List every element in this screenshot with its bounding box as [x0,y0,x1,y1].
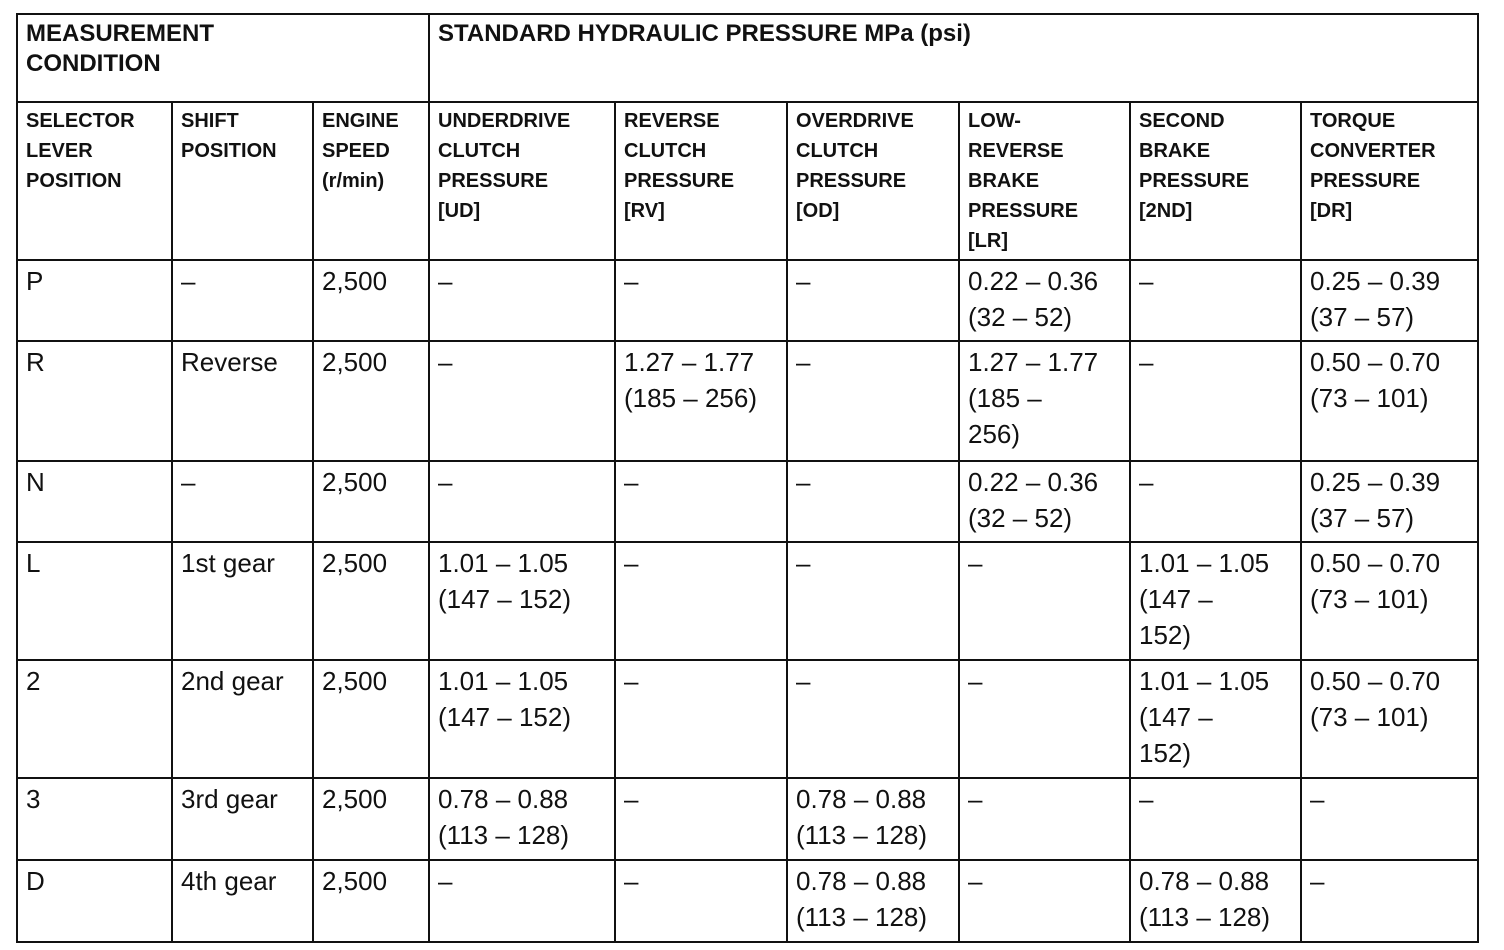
cell-reverse-clutch-pressure [615,860,787,942]
text-line: 2nd gear [181,666,284,696]
text-line: [2ND] [1139,200,1193,222]
text-line: Reverse [181,347,278,377]
text-line: L [26,548,41,578]
cell-torque-converter-pressure [1301,778,1478,860]
cell-shift-position [172,542,313,660]
cell-second-brake-pressure [1130,341,1301,461]
cell-second-brake-pressure [1130,260,1301,341]
text-line: PRESSURE [624,170,735,192]
text-line: BRAKE [968,170,1040,192]
text-line: (r/min) [322,170,385,192]
text-line: – [624,548,639,578]
text-line: 3 [26,784,41,814]
cell-engine-speed [313,341,429,461]
text-line: (113 – 128) [796,820,928,850]
text-line: SECOND [1139,110,1225,132]
text-line: POSITION [26,170,122,192]
text-line: (185 – [968,383,1042,413]
cell-second-brake-pressure [1130,461,1301,542]
text-line: OVERDRIVE [796,110,914,132]
text-line: – [1310,784,1325,814]
text-line: [OD] [796,200,840,222]
text-line: 0.78 – 0.88 [1139,866,1270,896]
text-line: (147 – [1139,702,1213,732]
text-line: 2,500 [322,666,388,696]
cell-shift-position [172,260,313,341]
standard-pressure-header [429,14,1478,102]
cell-reverse-clutch-pressure [615,660,787,778]
cell-shift-position [172,341,313,461]
cell-shift-position [172,660,313,778]
text-line: CLUTCH [796,140,879,162]
cell-torque-converter-pressure [1301,260,1478,341]
text-line: – [624,666,639,696]
column-header-overdrive-clutch-pressure [787,102,959,260]
cell-engine-speed [313,260,429,341]
cell-selector-lever-position [17,860,172,942]
table-row [17,260,1478,341]
hydraulic-pressure-table [16,13,1479,943]
text-line: [DR] [1310,200,1353,222]
text-line: ENGINE [322,110,399,132]
text-line: – [438,866,453,896]
text-line: 2,500 [322,784,388,814]
text-line: 0.25 – 0.39 [1310,266,1441,296]
text-line: 3rd gear [181,784,278,814]
text-line: – [624,266,639,296]
text-line: – [796,467,811,497]
text-line: 152) [1139,620,1192,650]
cell-low-reverse-brake-pressure [959,860,1130,942]
text-line: (185 – 256) [624,383,757,413]
text-line: (73 – 101) [1310,383,1429,413]
text-line: 2,500 [322,866,388,896]
cell-selector-lever-position [17,461,172,542]
text-line: – [438,467,453,497]
column-header-shift-position [172,102,313,260]
text-line: (73 – 101) [1310,584,1429,614]
text-line: 2,500 [322,266,388,296]
text-line: MEASUREMENT [26,20,215,47]
text-line: – [968,548,983,578]
column-header-torque-converter-pressure [1301,102,1478,260]
text-line: LEVER [26,140,93,162]
text-line: N [26,467,45,497]
text-line: (37 – 57) [1310,302,1415,332]
table-row [17,542,1478,660]
text-line: REVERSE [968,140,1064,162]
column-header-engine-speed [313,102,429,260]
cell-underdrive-clutch-pressure [429,461,615,542]
table-row [17,461,1478,542]
text-line: REVERSE [624,110,720,132]
cell-shift-position [172,461,313,542]
text-line: 2 [26,666,41,696]
cell-overdrive-clutch-pressure [787,542,959,660]
cell-selector-lever-position [17,660,172,778]
cell-overdrive-clutch-pressure [787,260,959,341]
table-row [17,860,1478,942]
text-line: – [1139,467,1154,497]
cell-overdrive-clutch-pressure [787,341,959,461]
text-line: – [624,866,639,896]
text-line: LOW- [968,110,1021,132]
text-line: PRESSURE [796,170,907,192]
column-header-low-reverse-brake-pressure [959,102,1130,260]
text-line: SELECTOR [26,110,135,132]
cell-low-reverse-brake-pressure [959,260,1130,341]
cell-reverse-clutch-pressure [615,461,787,542]
cell-low-reverse-brake-pressure [959,778,1130,860]
cell-engine-speed [313,542,429,660]
text-line: (147 – 152) [438,702,571,732]
text-line: (113 – 128) [1139,902,1271,932]
cell-engine-speed [313,660,429,778]
cell-torque-converter-pressure [1301,461,1478,542]
measurement-condition-header [17,14,429,102]
cell-low-reverse-brake-pressure [959,542,1130,660]
column-header-underdrive-clutch-pressure [429,102,615,260]
cell-engine-speed [313,778,429,860]
text-line: CLUTCH [438,140,521,162]
table-row [17,341,1478,461]
text-line: (147 – [1139,584,1213,614]
text-line: 2,500 [322,347,388,377]
cell-overdrive-clutch-pressure [787,778,959,860]
cell-underdrive-clutch-pressure [429,660,615,778]
text-line: 0.50 – 0.70 [1310,347,1441,377]
text-line: 0.50 – 0.70 [1310,548,1441,578]
cell-second-brake-pressure [1130,778,1301,860]
text-line: 4th gear [181,866,277,896]
cell-shift-position [172,778,313,860]
cell-torque-converter-pressure [1301,660,1478,778]
text-line: – [968,866,983,896]
text-line: PRESSURE [438,170,549,192]
cell-torque-converter-pressure [1301,341,1478,461]
column-header-reverse-clutch-pressure [615,102,787,260]
cell-selector-lever-position [17,778,172,860]
cell-selector-lever-position [17,542,172,660]
group-header-row [17,14,1478,102]
cell-engine-speed [313,860,429,942]
text-line: – [181,266,196,296]
text-line: 152) [1139,738,1192,768]
text-line: PRESSURE [968,200,1079,222]
cell-low-reverse-brake-pressure [959,660,1130,778]
text-line: [UD] [438,200,481,222]
cell-shift-position [172,860,313,942]
text-line: 0.25 – 0.39 [1310,467,1441,497]
cell-low-reverse-brake-pressure [959,341,1130,461]
text-line: – [438,266,453,296]
cell-overdrive-clutch-pressure [787,660,959,778]
text-line: – [796,548,811,578]
cell-engine-speed [313,461,429,542]
cell-second-brake-pressure [1130,660,1301,778]
text-line: (147 – 152) [438,584,571,614]
text-line: 1.01 – 1.05 [438,548,569,578]
text-line: PRESSURE [1139,170,1250,192]
text-line: [RV] [624,200,665,222]
text-line: SPEED [322,140,390,162]
cell-torque-converter-pressure [1301,860,1478,942]
cell-underdrive-clutch-pressure [429,260,615,341]
text-line: 0.22 – 0.36 [968,266,1099,296]
table-row [17,660,1478,778]
text-line: – [968,784,983,814]
text-line: CLUTCH [624,140,707,162]
text-line: – [624,467,639,497]
text-line: CONVERTER [1310,140,1436,162]
cell-reverse-clutch-pressure [615,778,787,860]
text-line: (113 – 128) [796,902,928,932]
cell-overdrive-clutch-pressure [787,860,959,942]
text-line: R [26,347,45,377]
text-line: 0.50 – 0.70 [1310,666,1441,696]
cell-selector-lever-position [17,341,172,461]
cell-reverse-clutch-pressure [615,341,787,461]
text-line: – [1139,347,1154,377]
cell-selector-lever-position [17,260,172,341]
column-header-second-brake-pressure [1130,102,1301,260]
text-line: 0.78 – 0.88 [438,784,569,814]
text-line: 2,500 [322,467,388,497]
cell-underdrive-clutch-pressure [429,542,615,660]
text-line: – [1310,866,1325,896]
text-line: 1.01 – 1.05 [438,666,569,696]
text-line: P [26,266,44,296]
table-row [17,778,1478,860]
cell-torque-converter-pressure [1301,542,1478,660]
text-line: (37 – 57) [1310,503,1415,533]
table-body [17,260,1478,942]
text-line: – [1139,784,1154,814]
text-line: – [438,347,453,377]
text-line: CONDITION [26,50,161,77]
cell-second-brake-pressure [1130,542,1301,660]
text-line: (73 – 101) [1310,702,1429,732]
column-header-selector-lever-position [17,102,172,260]
text-line: BRAKE [1139,140,1211,162]
text-line: STANDARD HYDRAULIC PRESSURE MPa (psi) [438,20,971,47]
text-line: – [796,666,811,696]
cell-second-brake-pressure [1130,860,1301,942]
text-line: – [181,467,196,497]
text-line: UNDERDRIVE [438,110,571,132]
cell-underdrive-clutch-pressure [429,341,615,461]
text-line: – [968,666,983,696]
text-line: 0.78 – 0.88 [796,866,927,896]
column-header-row [17,102,1478,260]
text-line: D [26,866,45,896]
text-line: POSITION [181,140,277,162]
text-line: PRESSURE [1310,170,1421,192]
cell-low-reverse-brake-pressure [959,461,1130,542]
hydraulic-pressure-document [16,13,1477,943]
text-line: (32 – 52) [968,302,1073,332]
text-line: SHIFT [181,110,239,132]
text-line: 0.78 – 0.88 [796,784,927,814]
cell-reverse-clutch-pressure [615,260,787,341]
cell-reverse-clutch-pressure [615,542,787,660]
text-line: 256) [968,419,1021,449]
text-line: 1.27 – 1.77 [624,347,755,377]
text-line: – [624,784,639,814]
text-line: – [796,266,811,296]
text-line: [LR] [968,230,1008,252]
text-line: TORQUE [1310,110,1396,132]
text-line: 1.01 – 1.05 [1139,548,1270,578]
cell-underdrive-clutch-pressure [429,778,615,860]
text-line: (113 – 128) [438,820,570,850]
cell-overdrive-clutch-pressure [787,461,959,542]
text-line: 1.27 – 1.77 [968,347,1099,377]
text-line: – [1139,266,1154,296]
text-line: 1st gear [181,548,275,578]
cell-underdrive-clutch-pressure [429,860,615,942]
text-line: – [796,347,811,377]
text-line: 0.22 – 0.36 [968,467,1099,497]
text-line: (32 – 52) [968,503,1073,533]
text-line: 1.01 – 1.05 [1139,666,1270,696]
text-line: 2,500 [322,548,388,578]
